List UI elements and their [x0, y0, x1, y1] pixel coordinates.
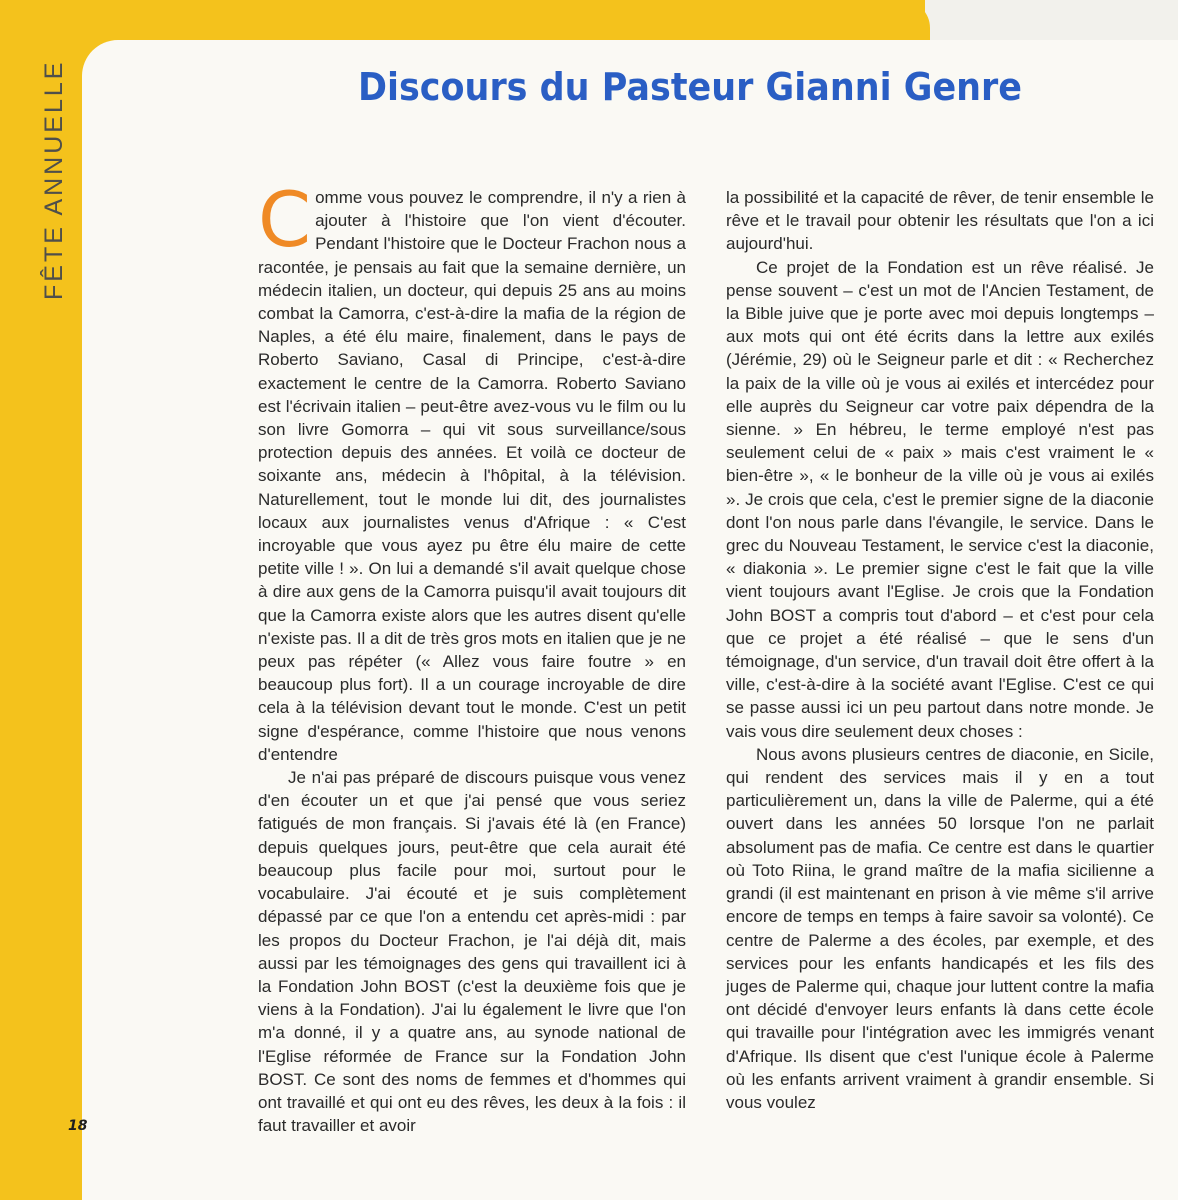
paragraph [258, 175, 686, 766]
paragraph-text: omme vous pouvez le comprendre, il n'y a rien à ajouter à l'histoire que l'on vient d'écouter. Pendant l'histoire que le Docteur Frachon nous a racontée, je pensais au fait que la semaine dernière, un médecin italien, un docteur, qui depuis 25 ans au moins combat la Camorra, c'est-à-dire la mafia de la région de Naples, a été élu maire, finalement, dans le pays de Roberto Saviano, Casal di Principe, c'est-à-dire exactement le centre de la Camorra. Roberto Saviano est l'écrivain italien – peut-être avez-vous vu le film ou lu son livre Gomorra – qui vit sous surveillance/sous protection depuis des années. Et voilà ce docteur de soixante ans, médecin à l'hôpital, à la télévision. Naturellement, tout le monde lui dit, des journalistes locaux aux journalistes venus d'Afrique : « C'est incroyable que vous ayez pu être élu maire de cette petite ville ! ». On lui a demandé s'il avait quelque chose à dire aux gens de la Camorra puisqu'il avait toujours dit que la Camorra existe alors que les autres disent qu'elle n'existe pas. Il a dit de très gros mots en italien que je ne peux pas répéter (« Allez vous faire foutre » en beaucoup plus fort). Il a un courage incroyable de dire cela à la télévision devant tout le monde. C'est un petit signe d'espérance, comme l'histoire que nous venons d'entendre [258, 188, 686, 764]
article-column-left [258, 175, 686, 1137]
paragraph: Ce projet de la Fondation est un rêve réalisé. Je pense souvent – c'est un mot de l'Ancien Testament, de la Bible juive que je porte avec moi depuis longtemps – aux mots qui ont été écrits dans la lettre aux exilés (Jérémie, 29) où le Seigneur parle et dit : « Recherchez la paix de la ville où je vous ai exilés et intercédez pour elle auprès du Seigneur car votre paix dépendra de la sienne. » En hébreu, le terme employé n'est pas seulement celui de « paix » mais c'est vraiment le « bien-être », « le bonheur de la ville où je vous ai exilés ». Je crois que cela, c'est le premier signe de la diaconie dont l'on nous parle dans l'évangile, le service. Dans le grec du Nouveau Testament, le service c'est la diaconie, « diakonia ». Le premier signe c'est le fait que la ville vient toujours avant l'Eglise. Je crois que la Fondation John BOST a compris tout d'abord – et c'est pour cela que ce projet a été réalisé – que le sens d'un témoignage, d'un service, d'un travail doit être offert à la ville, c'est-à-dire à la société avant l'Eglise. C'est ce qui se passe aussi ici un peu partout dans notre monde. Je vais vous dire seulement deux choses : [726, 257, 1154, 741]
dropcap: C [258, 175, 312, 264]
article-column-right [726, 186, 1154, 1114]
paragraph: la possibilité et la capacité de rêver, de tenir ensemble le rêve et le travail pour obtenir les résultats que l'on a ici aujourd'hui. [726, 188, 1154, 254]
paragraph: Je n'ai pas préparé de discours puisque vous venez d'en écouter un et que j'ai pensé que vous seriez fatigués de mon français. Si j'avais été là (en France) depuis quelques jours, peut-être que cela aurait été beaucoup plus facile pour moi, surtout pour le vocabulaire. J'ai écouté et je suis complètement dépassé par ce que l'on a entendu cet après-midi : par les propos du Docteur Frachon, je l'ai déjà dit, mais aussi par les témoignages des gens qui travaillent ici à la Fondation John BOST (c'est la deuxième fois que je viens à la Fondation). J'ai lu également le livre que l'on m'a donné, il y a quatre ans, au synode national de l'Eglise réformée de France sur la Fondation John BOST. Ce sont des noms de femmes et d'hommes qui ont travaillé et qui ont eu des rêves, les deux à la fois : il faut travailler et avoir [258, 768, 686, 1136]
section-label: FÊTE ANNUELLE [40, 59, 68, 300]
article-title: Discours du Pasteur Gianni Genre [358, 65, 1023, 109]
paragraph: Nous avons plusieurs centres de diaconie, en Sicile, qui rendent des services mais il y en a tout particulièrement un, dans la ville de Palerme, qui a été ouvert dans les années 50 lorsque l'on ne parlait absolument pas de mafia. Ce centre est dans le quartier où Toto Riina, le grand maître de la mafia sicilienne a grandi (il est maintenant en prison à vie même s'il arrive encore de temps en temps à faire savoir sa volonté). Ce centre de Palerme a des écoles, par exemple, et des services pour les enfants handicapés et les fils des juges de Palerme qui, chaque jour luttent contre la mafia ont décidé d'envoyer leurs enfants là dans cette école qui travaille pour l'intégration avec les immigrés venant d'Afrique. Ils disent que c'est l'unique école à Palerme où les enfants arrivent vraiment à grandir ensemble. Si vous voulez [726, 744, 1154, 1112]
page-number: 18 [68, 1118, 88, 1134]
top-margin-strip [925, 0, 1178, 40]
